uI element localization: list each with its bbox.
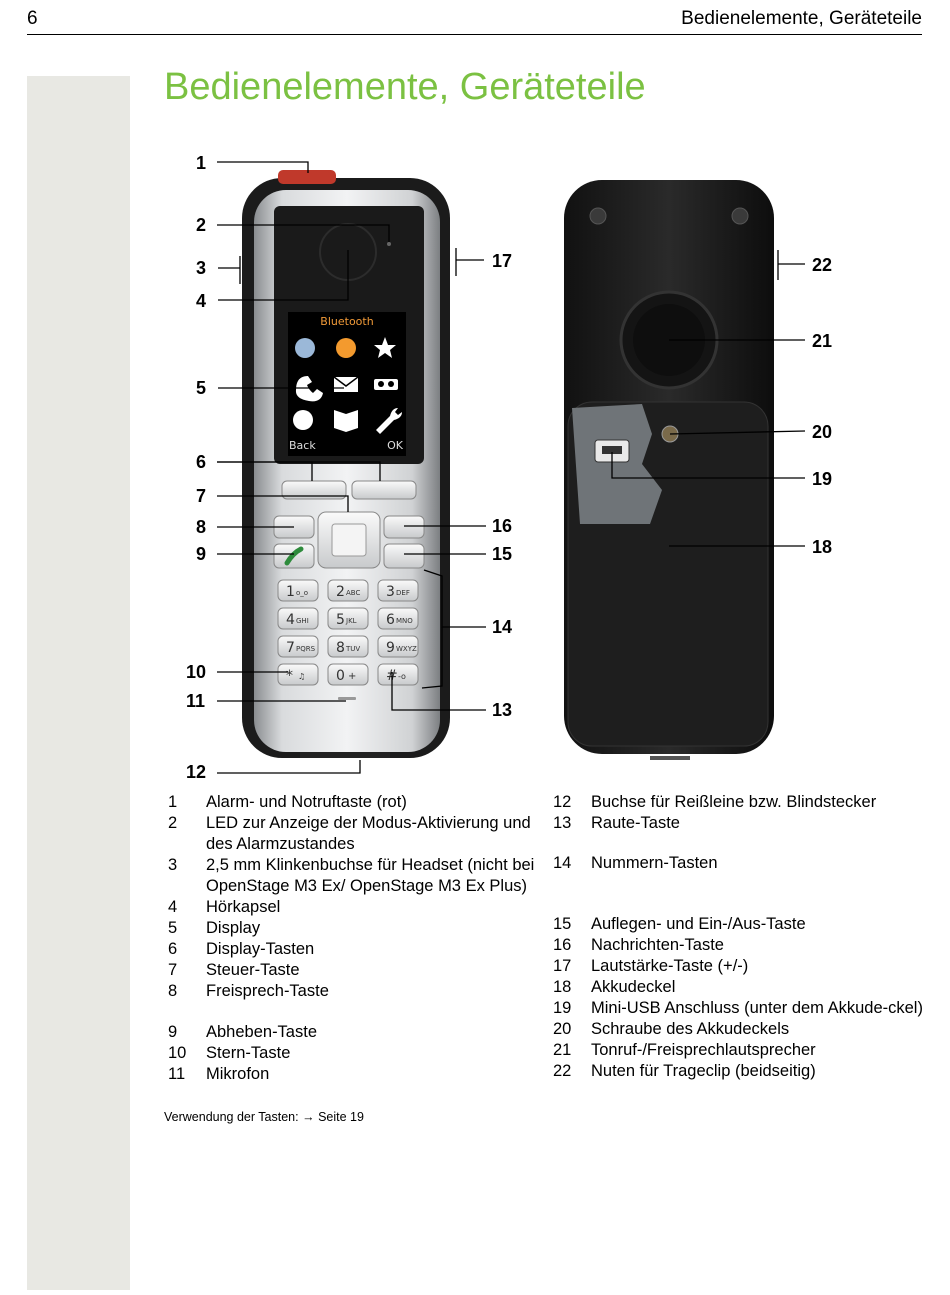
legend-item: [168, 897, 538, 918]
message-key: [384, 516, 424, 538]
key-7-digit: 7: [286, 640, 295, 656]
callout-21: 21: [812, 331, 833, 351]
legend-item: [553, 998, 933, 1019]
display-icon-1: [295, 338, 315, 358]
legend-text: 2,5 mm Klinkenbuchse für Headset (nicht bei OpenStage M3 Ex/ OpenStage M3 Ex Plus): [206, 856, 535, 895]
legend-item: [168, 1064, 538, 1085]
callout-6: 6: [196, 452, 207, 472]
key-1-digit: 1: [286, 584, 295, 600]
legend-num: 13: [553, 814, 572, 832]
legend-text: Akkudeckel: [591, 978, 676, 996]
legend-item: [168, 792, 538, 813]
callout-12: 12: [186, 762, 207, 782]
key-star-letters: ♫: [298, 672, 306, 681]
key-hash-digit: #: [386, 668, 398, 684]
legend-text: Auflegen- und Ein-/Aus-Taste: [591, 915, 806, 933]
legend-text: Lautstärke-Taste (+/-): [591, 957, 749, 975]
legend-num: 4: [168, 898, 178, 916]
legend-text: Steuer-Taste: [206, 961, 300, 979]
key-7-letters: PQRS: [296, 645, 316, 653]
clock-icon: [293, 410, 313, 430]
footnote-prefix: Verwendung der Tasten:: [164, 1110, 299, 1124]
page-number: 6: [27, 8, 38, 29]
display-menu-title: Bluetooth: [320, 315, 374, 328]
callout-7: 7: [196, 486, 207, 506]
legend-text: Freisprech-Taste: [206, 982, 329, 1000]
legend-item: [168, 960, 538, 981]
page-reference-link[interactable]: Seite 19: [318, 1110, 364, 1124]
legend-item: [553, 1040, 933, 1061]
key-4-letters: GHI: [296, 617, 309, 625]
key-3-letters: DEF: [396, 589, 410, 597]
page-title: Bedienelemente, Geräteteile: [164, 66, 646, 108]
legend-num: 21: [553, 1041, 572, 1059]
callout-15: 15: [492, 544, 513, 564]
legend-num: 3: [168, 856, 178, 874]
key-5-digit: 5: [336, 612, 345, 628]
legend-text: Nuten für Trageclip (beidseitig): [591, 1062, 816, 1080]
legend-item: [553, 853, 933, 874]
callout-13: 13: [492, 700, 513, 720]
key-8-letters: TUV: [346, 645, 361, 653]
legend-item: [553, 792, 933, 813]
legend-num: 12: [553, 793, 572, 811]
microphone: [338, 697, 356, 700]
callout-11: 11: [186, 691, 206, 711]
legend-text: Hörkapsel: [206, 898, 281, 916]
key-8-digit: 8: [336, 640, 345, 656]
key-hash-letters: -o: [398, 672, 406, 681]
legend-item: [553, 956, 933, 977]
legend-item: [553, 935, 933, 956]
key-2-letters: ABC: [346, 589, 361, 597]
legend-num: 20: [553, 1020, 572, 1038]
running-header: Bedienelemente, Geräteteile: [681, 8, 922, 29]
key-6-digit: 6: [386, 612, 395, 628]
legend-text: Nachrichten-Taste: [591, 936, 724, 954]
legend-num: 10: [168, 1044, 187, 1062]
key-4-digit: 4: [286, 612, 295, 628]
phone-front: [242, 170, 450, 758]
legend-item: [553, 1061, 933, 1082]
phone-figure: [160, 140, 920, 790]
legend-num: 22: [553, 1062, 572, 1080]
bluetooth-icon: [336, 338, 356, 358]
legend-text: Display: [206, 919, 261, 937]
legend-text: Display-Tasten: [206, 940, 315, 958]
legend-text: LED zur Anzeige der Modus-Aktivierung und des Alarmzustandes: [206, 814, 531, 853]
key-0-digit: 0: [336, 668, 345, 684]
callout-9: 9: [196, 544, 207, 564]
legend-num: 5: [168, 919, 178, 937]
key-3-digit: 3: [386, 584, 395, 600]
legend-text: Stern-Taste: [206, 1044, 291, 1062]
phone-back: [564, 180, 774, 760]
footnote: [164, 1110, 364, 1124]
key-9-digit: 9: [386, 640, 395, 656]
legend-num: 15: [553, 915, 572, 933]
lanyard-socket: [300, 752, 390, 758]
callout-16: 16: [492, 516, 513, 536]
softkey-right-label: OK: [387, 439, 403, 452]
key-5-letters: JKL: [346, 617, 357, 625]
legend-text: Mikrofon: [206, 1065, 270, 1083]
legend-num: 8: [168, 982, 178, 1000]
legend-num: 1: [168, 793, 178, 811]
callout-10: 10: [186, 662, 207, 682]
legend-left: [168, 792, 538, 1085]
legend-num: 16: [553, 936, 572, 954]
callout-1: 1: [196, 153, 207, 173]
callout-4: 4: [196, 291, 207, 311]
legend-num: 14: [553, 854, 572, 872]
callout-3: 3: [196, 258, 207, 278]
legend-text: Buchse für Reißleine bzw. Blindstecker: [591, 793, 877, 811]
legend-item: [553, 1019, 933, 1040]
legend-num: 9: [168, 1023, 178, 1041]
callout-20: 20: [812, 422, 833, 442]
callout-14: 14: [492, 617, 513, 637]
key-9-letters: WXYZ: [396, 645, 417, 653]
legend-num: 18: [553, 978, 572, 996]
legend-item: [553, 813, 933, 834]
arrow-icon: →: [302, 1110, 315, 1124]
legend-text: Abheben-Taste: [206, 1023, 317, 1041]
legend-item: [168, 1022, 538, 1043]
led: [387, 242, 391, 246]
legend-text: Nummern-Tasten: [591, 854, 718, 872]
softkey-left-label: Back: [289, 439, 316, 452]
key-0-letters: +: [348, 671, 357, 682]
legend-right: [553, 792, 933, 1082]
key-2-digit: 2: [336, 584, 345, 600]
legend-num: 6: [168, 940, 178, 958]
legend-item: [168, 855, 538, 897]
key-1-letters: o_o: [296, 589, 309, 597]
legend-text: Raute-Taste: [591, 814, 680, 832]
callout-5: 5: [196, 378, 207, 398]
key-star-digit: *: [286, 668, 293, 684]
legend-num: 19: [553, 999, 572, 1017]
legend-item: [168, 1043, 538, 1064]
legend-text: Mini-USB Anschluss (unter dem Akkude-ckel): [591, 999, 923, 1017]
callout-22: 22: [812, 255, 833, 275]
alarm-key: [278, 170, 336, 184]
callout-8: 8: [196, 517, 207, 537]
onhook-key: [384, 544, 424, 568]
legend-item: [168, 813, 538, 855]
callout-18: 18: [812, 537, 833, 557]
legend-text: Alarm- und Notruftaste (rot): [206, 793, 407, 811]
key-6-letters: MNO: [396, 617, 413, 625]
legend-text: Schraube des Akkudeckels: [591, 1020, 790, 1038]
legend-item: [168, 939, 538, 960]
display-key-right: [352, 481, 416, 499]
legend-text: Tonruf-/Freisprechlautsprecher: [591, 1041, 816, 1059]
side-bar: [27, 76, 130, 1290]
legend-num: 2: [168, 814, 178, 832]
header-rule: [27, 34, 922, 35]
legend-num: 7: [168, 961, 178, 979]
callout-17: 17: [492, 251, 513, 271]
voicemail-icon: [374, 379, 398, 390]
legend-item: [553, 914, 933, 935]
legend-num: 11: [168, 1065, 186, 1083]
legend-item: [168, 981, 538, 1002]
legend-num: 17: [553, 957, 572, 975]
legend-item: [168, 918, 538, 939]
callout-19: 19: [812, 469, 833, 489]
legend-item: [553, 977, 933, 998]
callout-2: 2: [196, 215, 207, 235]
